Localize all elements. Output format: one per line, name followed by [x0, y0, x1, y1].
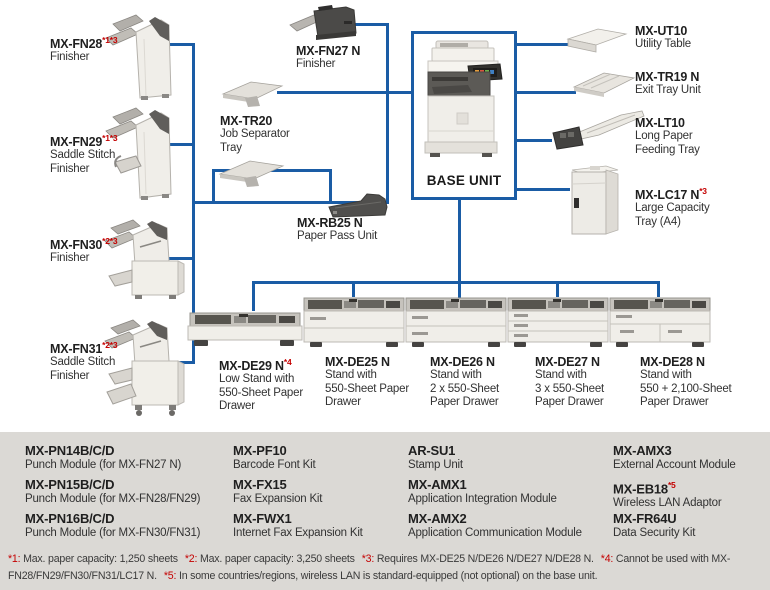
product-desc: Stand with	[640, 369, 692, 381]
product-desc: Stand with	[430, 369, 482, 381]
mx-tr19-image	[571, 69, 637, 99]
footnote-ref: *5	[667, 480, 676, 490]
footnote-text: Max. paper capacity: 1,250 sheets	[23, 553, 178, 565]
product-code: MX-DE27 N	[535, 355, 600, 369]
accessory-desc: Internet Fax Expansion Kit	[233, 527, 363, 539]
product-code: MX-DE29 N	[219, 359, 284, 374]
footnote-text: Cannot be used with MX-FN28/FN29/FN30/FN31/LC17 N.	[8, 553, 731, 582]
accessory-desc: Punch Module (for MX-FN27 N)	[25, 459, 182, 471]
accessory-code: MX-FR64U	[613, 511, 677, 526]
footnote-3	[362, 553, 594, 565]
footnote-ref: *3	[699, 186, 707, 196]
label-mx-ut10	[635, 24, 691, 52]
product-code: MX-DE28 N	[640, 355, 705, 369]
accessory-desc: Application Communication Module	[408, 527, 582, 539]
accessory-mx-fx15	[233, 478, 322, 506]
label-mx-lt10	[635, 116, 700, 157]
mx-fn27-image	[288, 3, 364, 43]
label-mx-de29	[219, 355, 303, 414]
accessory-desc: Application Integration Module	[408, 493, 557, 505]
accessory-mx-amx2	[408, 512, 582, 540]
accessory-desc: Data Security Kit	[613, 527, 696, 539]
footnote-ref: *2*3	[102, 340, 118, 350]
footnote-marker: *3:	[361, 553, 375, 565]
product-code: MX-FN30	[50, 238, 103, 253]
product-desc: Stand with	[325, 369, 377, 381]
accessory-code: MX-EB18	[613, 481, 668, 497]
label-mx-tr19	[635, 70, 701, 98]
product-code: MX-RB25 N	[297, 216, 363, 230]
footnote-5	[164, 570, 597, 582]
product-desc: Finisher	[50, 252, 90, 265]
label-mx-fn29	[50, 131, 117, 176]
footnote-text: Requires MX-DE25 N/DE26 N/DE27 N/DE28 N.	[376, 553, 594, 565]
accessory-code: MX-AMX1	[408, 477, 467, 492]
accessory-code: MX-PN16B/C/D	[25, 511, 115, 526]
accessory-ar-su1	[408, 444, 463, 472]
product-desc: Finisher	[50, 51, 90, 64]
product-desc: 550-Sheet Paper	[219, 386, 303, 399]
connector-tr19-stub	[514, 91, 576, 94]
accessory-mx-pn15	[25, 478, 200, 506]
product-desc: Tray	[220, 141, 242, 154]
label-mx-fn30	[50, 234, 117, 266]
mx-de28-image	[608, 294, 712, 352]
product-desc: Paper Pass Unit	[297, 230, 378, 242]
product-desc: Saddle Stitch	[50, 149, 116, 162]
product-desc: 3 x 550-Sheet	[535, 382, 605, 395]
accessory-mx-fwx1	[233, 512, 363, 540]
label-mx-tr20	[220, 114, 290, 155]
product-desc: Saddle Stitch	[50, 356, 116, 369]
product-desc: Long Paper	[635, 130, 693, 142]
product-desc: Finisher	[50, 162, 90, 175]
product-desc: Large Capacity	[635, 202, 710, 215]
product-desc: Finisher	[50, 369, 90, 382]
accessory-code: MX-PN15B/C/D	[25, 477, 115, 492]
mx-ut10-image	[566, 27, 628, 55]
accessory-desc: Stamp Unit	[408, 459, 463, 471]
accessory-code: AR-SU1	[408, 443, 456, 458]
product-desc: Finisher	[296, 58, 336, 70]
base-unit-copier-image	[424, 39, 504, 159]
product-desc: Paper Drawer	[430, 396, 499, 408]
label-mx-lc17	[635, 184, 710, 229]
footnote-marker: *1:	[8, 553, 21, 565]
product-desc: 2 x 550-Sheet	[430, 382, 500, 395]
footnote-ref: *4	[283, 357, 292, 367]
base-unit-label: BASE UNIT	[426, 173, 502, 188]
accessory-code: MX-FX15	[233, 477, 287, 492]
product-desc: Job Separator	[220, 128, 290, 140]
product-desc: Tray (A4)	[635, 215, 681, 228]
accessory-mx-pf10	[233, 444, 315, 472]
footnote-marker: *4:	[600, 553, 614, 565]
label-mx-fn28	[50, 33, 117, 65]
connector-lc17-stub	[514, 188, 570, 191]
product-code: MX-LC17 N	[635, 188, 700, 203]
mx-de25-image	[302, 294, 406, 352]
accessory-mx-eb18	[613, 478, 722, 510]
accessory-code: MX-FWX1	[233, 511, 292, 526]
accessory-desc: Fax Expansion Kit	[233, 493, 323, 505]
accessory-code: MX-PN14B/C/D	[25, 443, 115, 458]
product-desc: Drawer	[219, 400, 255, 413]
label-mx-de26	[430, 355, 499, 410]
product-code: MX-FN28	[50, 37, 103, 52]
accessory-mx-fr64u	[613, 512, 695, 540]
accessory-desc: Wireless LAN Adaptor	[613, 497, 722, 510]
mx-de27-image	[506, 294, 610, 352]
mx-tr20-on-rb25-image	[218, 158, 286, 188]
footnote-ref: *1*3	[102, 35, 118, 45]
mx-de29-image	[186, 307, 304, 353]
mx-tr20-image	[221, 79, 285, 108]
product-code: MX-FN29	[50, 135, 103, 150]
label-mx-rb25	[297, 216, 377, 244]
product-desc: Feeding Tray	[635, 143, 700, 156]
accessory-desc: Barcode Font Kit	[233, 459, 316, 471]
label-mx-fn27	[296, 44, 360, 72]
product-desc: Exit Tray Unit	[635, 84, 701, 96]
accessory-mx-amx3	[613, 444, 736, 472]
product-code: MX-FN27 N	[296, 44, 361, 58]
product-desc: Utility Table	[635, 38, 691, 50]
product-desc: 550-Sheet Paper	[325, 382, 409, 395]
accessory-desc: External Account Module	[613, 459, 736, 471]
product-code: MX-UT10	[635, 24, 688, 38]
mx-lt10-image	[547, 109, 647, 151]
product-code: MX-DE25 N	[325, 355, 390, 369]
footnote-marker: *2:	[184, 553, 198, 565]
connector-tray2-left	[212, 169, 215, 204]
product-code: MX-TR19 N	[635, 70, 700, 84]
footnote-ref: *2*3	[102, 236, 118, 246]
footnote-ref: *1*3	[102, 133, 118, 143]
base-unit-box	[411, 31, 517, 200]
footnote-2	[185, 553, 355, 565]
connector-tr20-line	[277, 91, 411, 94]
footnote-marker: *5:	[163, 569, 177, 582]
product-code: MX-LT10	[635, 116, 685, 130]
connector-stand-bus	[252, 281, 660, 284]
product-desc: Drawer	[325, 396, 361, 408]
label-mx-de27	[535, 355, 604, 410]
accessory-code: MX-PF10	[233, 443, 287, 458]
product-desc: Paper Drawer	[535, 396, 604, 408]
footnote-text: Max. paper capacity: 3,250 sheets	[199, 553, 355, 565]
accessory-code: MX-AMX3	[613, 443, 672, 458]
accessory-mx-pn16	[25, 512, 200, 540]
footnote-text: In some countries/regions, wireless LAN is standard-equipped (not optional) on the base unit.	[178, 569, 598, 582]
product-desc: Stand with	[535, 369, 587, 381]
label-mx-fn31	[50, 338, 117, 383]
accessory-code: MX-AMX2	[408, 511, 467, 526]
footnotes	[8, 551, 766, 584]
connector-base-down	[458, 197, 461, 300]
product-desc: Low Stand with	[219, 373, 295, 386]
accessory-mx-amx1	[408, 478, 557, 506]
product-code: MX-FN31	[50, 342, 103, 357]
label-mx-de25	[325, 355, 409, 410]
accessory-desc: Punch Module (for MX-FN28/FN29)	[25, 493, 201, 505]
product-desc: Paper Drawer	[640, 396, 709, 408]
accessory-desc: Punch Module (for MX-FN30/FN31)	[25, 527, 201, 539]
connector-fn27-vertical	[386, 23, 389, 204]
product-code: MX-TR20	[220, 114, 273, 128]
product-code: MX-DE26 N	[430, 355, 495, 369]
label-mx-de28	[640, 355, 732, 410]
mx-de26-image	[404, 294, 508, 352]
product-desc: 550 + 2,100-Sheet	[640, 382, 732, 395]
mx-lc17-image	[566, 162, 624, 240]
footnote-1	[8, 553, 178, 565]
accessory-mx-pn14	[25, 444, 181, 472]
connector-ut10-stub	[514, 43, 568, 46]
